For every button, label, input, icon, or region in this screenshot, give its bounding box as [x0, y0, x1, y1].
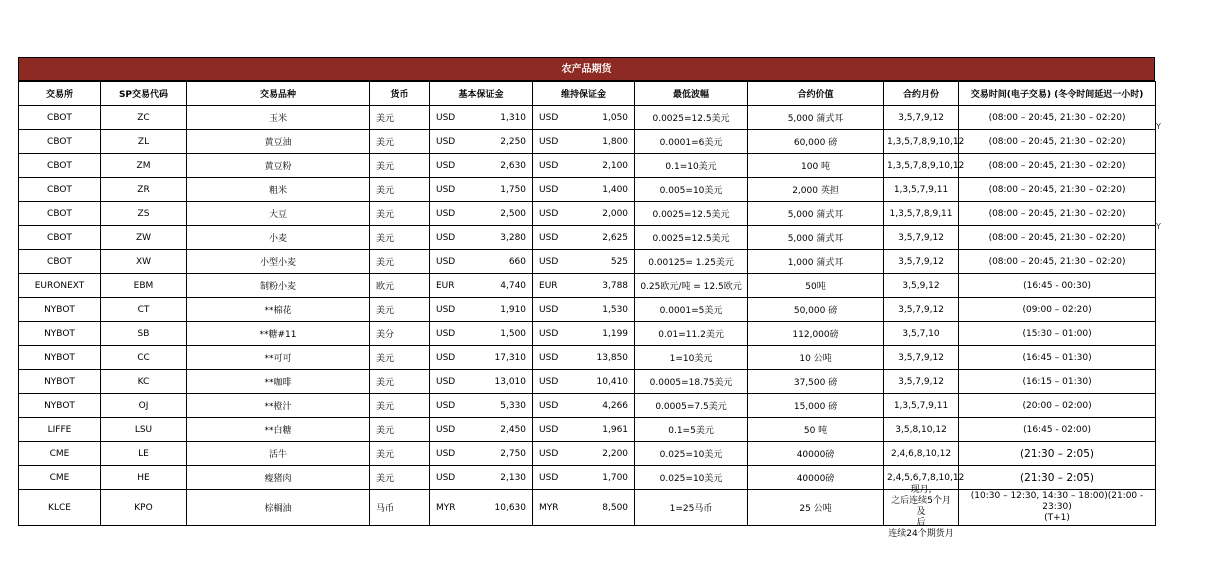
cell-exchange: NYBOT [19, 370, 101, 394]
cell-code: LSU [101, 418, 187, 442]
cell-months: 1,3,5,7,8,9,10,12 [884, 154, 959, 178]
cell-currency: 美元 [370, 106, 430, 130]
cell-hours: (16:45 – 01:30) [959, 346, 1156, 370]
cell-hours [959, 490, 1156, 526]
cell-im-currency: USD [430, 322, 465, 346]
cell-hours: (16:45 - 00:30) [959, 274, 1156, 298]
cell-months: 3,5,7,9,12 [884, 298, 959, 322]
header-trading-hours: 交易时间(电子交易) (冬令时间延迟一小时) [959, 82, 1156, 106]
cell-currency: 欧元 [370, 274, 430, 298]
table-row [19, 274, 1156, 298]
cell-mm-currency: USD [533, 394, 568, 418]
cell-currency: 美元 [370, 346, 430, 370]
cell-product: **白糖 [187, 418, 370, 442]
cell-hours: (09:00 – 02:20) [959, 298, 1156, 322]
cell-tick: 0.0005=18.75美元 [635, 370, 748, 394]
cell-im-value: 10,630 [465, 490, 533, 526]
cell-im-currency: USD [430, 202, 465, 226]
header-contract-value: 合约价值 [748, 82, 884, 106]
cell-code: ZL [101, 130, 187, 154]
cell-im-currency: USD [430, 442, 465, 466]
cell-tick: 0.1=10美元 [635, 154, 748, 178]
header-initial-margin: 基本保证金 [430, 82, 533, 106]
table-row [19, 322, 1156, 346]
cell-mm-value: 4,266 [568, 394, 635, 418]
cell-im-currency: USD [430, 226, 465, 250]
cell-tick: 0.25欧元/吨 = 12.5欧元 [635, 274, 748, 298]
header-maintenance-margin: 维持保证金 [533, 82, 635, 106]
cell-im-currency: USD [430, 250, 465, 274]
cell-exchange: CBOT [19, 130, 101, 154]
cell-exchange: CBOT [19, 106, 101, 130]
cell-code: KC [101, 370, 187, 394]
table-row [19, 154, 1156, 178]
cell-mm-currency: USD [533, 370, 568, 394]
cell-product: 棕榈油 [187, 490, 370, 526]
cell-exchange: CBOT [19, 154, 101, 178]
cell-hours: (08:00 – 20:45, 21:30 – 02:20) [959, 250, 1156, 274]
cell-months: 3,5,7,9,12 [884, 346, 959, 370]
cell-exchange: CBOT [19, 202, 101, 226]
cell-im-currency: USD [430, 298, 465, 322]
cell-product: 粗米 [187, 178, 370, 202]
table-row [19, 178, 1156, 202]
table-row [19, 394, 1156, 418]
cell-product: 瘦猪肉 [187, 466, 370, 490]
cell-tick: 0.025=10美元 [635, 466, 748, 490]
cell-im-currency: USD [430, 130, 465, 154]
cell-hours: (08:00 – 20:45, 21:30 – 02:20) [959, 130, 1156, 154]
cell-months: 3,5,8,10,12 [884, 418, 959, 442]
cell-tick: 0.0001=6美元 [635, 130, 748, 154]
cell-mm-value: 1,961 [568, 418, 635, 442]
cell-contract-value: 50 吨 [748, 418, 884, 442]
cell-mm-value: 1,530 [568, 298, 635, 322]
futures-table [18, 81, 1156, 539]
cell-exchange: EURONEXT [19, 274, 101, 298]
cell-product: **可可 [187, 346, 370, 370]
cell-mm-value: 2,625 [568, 226, 635, 250]
cell-im-value: 1,910 [465, 298, 533, 322]
cell-code: CT [101, 298, 187, 322]
cell-months: 1,3,5,7,9,11 [884, 394, 959, 418]
table-row [19, 250, 1156, 274]
cell-im-value: 2,630 [465, 154, 533, 178]
cell-mm-currency: USD [533, 346, 568, 370]
cell-product: 小麦 [187, 226, 370, 250]
cell-im-currency: USD [430, 106, 465, 130]
cell-im-currency: USD [430, 466, 465, 490]
cell-contract-value: 15,000 磅 [748, 394, 884, 418]
cell-im-value: 2,750 [465, 442, 533, 466]
cell-exchange: CBOT [19, 178, 101, 202]
sheet-title: 农产品期货 [18, 57, 1155, 81]
cell-exchange: LIFFE [19, 418, 101, 442]
cell-code: KPO [101, 490, 187, 526]
cell-currency: 美元 [370, 154, 430, 178]
table-row [19, 346, 1156, 370]
cell-tick: 0.0025=12.5美元 [635, 202, 748, 226]
cell-months: 2,4,6,8,10,12 [884, 442, 959, 466]
table-body [19, 106, 1156, 539]
cell-code: SB [101, 322, 187, 346]
cell-hours: (15:30 – 01:00) [959, 322, 1156, 346]
cell-tick: 0.005=10美元 [635, 178, 748, 202]
futures-sheet [18, 57, 1155, 539]
months-line-1: 现月, [910, 485, 932, 495]
cell-code: XW [101, 250, 187, 274]
cell-contract-value: 40000磅 [748, 466, 884, 490]
cell-product: 玉米 [187, 106, 370, 130]
cell-hours: (20:00 – 02:00) [959, 394, 1156, 418]
cell-tick: 1=10美元 [635, 346, 748, 370]
cell-code: EBM [101, 274, 187, 298]
table-row [19, 442, 1156, 466]
hours-line-2: (T+1) [1044, 513, 1070, 523]
cell-contract-value: 25 公吨 [748, 490, 884, 526]
cell-im-value: 2,450 [465, 418, 533, 442]
cell-im-value: 5,330 [465, 394, 533, 418]
cell-im-currency: USD [430, 394, 465, 418]
cell-mm-currency: MYR [533, 490, 568, 526]
cell-mm-value: 2,200 [568, 442, 635, 466]
cell-exchange: CBOT [19, 226, 101, 250]
cell-mm-value: 3,788 [568, 274, 635, 298]
cell-product: **棉花 [187, 298, 370, 322]
cell-currency: 美元 [370, 226, 430, 250]
cell-currency: 美元 [370, 466, 430, 490]
cell-product: 黄豆粉 [187, 154, 370, 178]
cell-mm-currency: USD [533, 202, 568, 226]
cell-contract-value: 2,000 英担 [748, 178, 884, 202]
cell-contract-value: 60,000 磅 [748, 130, 884, 154]
cell-currency: 美元 [370, 394, 430, 418]
cell-im-value: 2,250 [465, 130, 533, 154]
header-product: 交易品种 [187, 82, 370, 106]
cell-mm-value: 1,800 [568, 130, 635, 154]
table-row [19, 106, 1156, 130]
cell-mm-value: 1,700 [568, 466, 635, 490]
cell-mm-value: 2,000 [568, 202, 635, 226]
cell-exchange: CBOT [19, 250, 101, 274]
cell-mm-currency: USD [533, 106, 568, 130]
cell-hours: (21:30 – 2:05) [959, 466, 1156, 490]
cell-tick: 1=25马币 [635, 490, 748, 526]
cell-im-value: 3,280 [465, 226, 533, 250]
header-exchange: 交易所 [19, 82, 101, 106]
cell-hours: (08:00 – 20:45, 21:30 – 02:20) [959, 202, 1156, 226]
cell-contract-value: 50,000 磅 [748, 298, 884, 322]
cell-contract-value: 37,500 磅 [748, 370, 884, 394]
cell-im-value: 2,130 [465, 466, 533, 490]
cell-exchange: NYBOT [19, 394, 101, 418]
cell-product: 黄豆油 [187, 130, 370, 154]
cell-im-currency: USD [430, 154, 465, 178]
cell-hours: (16:45 - 02:00) [959, 418, 1156, 442]
cell-months: 1,3,5,7,8,9,11 [884, 202, 959, 226]
cell-mm-value: 525 [568, 250, 635, 274]
header-sp-code: SP交易代码 [101, 82, 187, 106]
cell-tick: 0.1=5美元 [635, 418, 748, 442]
cell-im-value: 13,010 [465, 370, 533, 394]
cell-exchange: CME [19, 466, 101, 490]
cell-im-currency: MYR [430, 490, 465, 526]
cell-months: 1,3,5,7,9,11 [884, 178, 959, 202]
cell-mm-currency: EUR [533, 274, 568, 298]
cell-hours: (08:00 – 20:45, 21:30 – 02:20) [959, 154, 1156, 178]
cell-exchange: NYBOT [19, 322, 101, 346]
cell-exchange: NYBOT [19, 298, 101, 322]
cell-months: 3,5,7,10 [884, 322, 959, 346]
cell-months: 3,5,7,9,12 [884, 370, 959, 394]
cell-mm-currency: USD [533, 250, 568, 274]
stray-mark: Y [1156, 122, 1161, 131]
cell-contract-value: 50吨 [748, 274, 884, 298]
cell-im-currency: USD [430, 178, 465, 202]
months-line-2: 之后连续5个月及 [891, 496, 951, 517]
cell-mm-currency: USD [533, 154, 568, 178]
cell-hours: (08:00 – 20:45, 21:30 – 02:20) [959, 178, 1156, 202]
cell-currency: 美元 [370, 442, 430, 466]
table-row [19, 130, 1156, 154]
cell-exchange: NYBOT [19, 346, 101, 370]
cell-contract-value: 10 公吨 [748, 346, 884, 370]
cell-exchange: CME [19, 442, 101, 466]
cell-months [884, 485, 959, 539]
cell-currency: 美元 [370, 418, 430, 442]
cell-im-value: 1,750 [465, 178, 533, 202]
cell-code: ZS [101, 202, 187, 226]
cell-contract-value: 112,000磅 [748, 322, 884, 346]
cell-mm-value: 2,100 [568, 154, 635, 178]
cell-mm-value: 8,500 [568, 490, 635, 526]
cell-currency: 美元 [370, 298, 430, 322]
cell-currency: 马币 [370, 490, 430, 526]
cell-tick: 0.01=11.2美元 [635, 322, 748, 346]
cell-contract-value: 5,000 蒲式耳 [748, 202, 884, 226]
cell-tick: 0.0005=7.5美元 [635, 394, 748, 418]
cell-mm-currency: USD [533, 418, 568, 442]
cell-currency: 美分 [370, 322, 430, 346]
cell-hours: (08:00 – 20:45, 21:30 – 02:20) [959, 106, 1156, 130]
cell-mm-value: 1,050 [568, 106, 635, 130]
cell-im-value: 4,740 [465, 274, 533, 298]
cell-contract-value: 5,000 蒲式耳 [748, 106, 884, 130]
table-row [19, 370, 1156, 394]
cell-im-value: 660 [465, 250, 533, 274]
cell-im-value: 2,500 [465, 202, 533, 226]
cell-code: OJ [101, 394, 187, 418]
cell-mm-value: 1,400 [568, 178, 635, 202]
cell-product: 制粉小麦 [187, 274, 370, 298]
cell-code: CC [101, 346, 187, 370]
cell-mm-value: 1,199 [568, 322, 635, 346]
cell-tick: 0.0025=12.5美元 [635, 106, 748, 130]
cell-hours: (08:00 – 20:45, 21:30 – 02:20) [959, 226, 1156, 250]
cell-tick: 0.0001=5美元 [635, 298, 748, 322]
cell-currency: 美元 [370, 178, 430, 202]
cell-im-value: 1,500 [465, 322, 533, 346]
cell-currency: 美元 [370, 250, 430, 274]
cell-months: 3,5,9,12 [884, 274, 959, 298]
header-tick: 最低波幅 [635, 82, 748, 106]
cell-exchange: KLCE [19, 490, 101, 526]
table-row [19, 298, 1156, 322]
cell-product: 小型小麦 [187, 250, 370, 274]
cell-product: **糖#11 [187, 322, 370, 346]
cell-product: 大豆 [187, 202, 370, 226]
cell-tick: 0.0025=12.5美元 [635, 226, 748, 250]
table-row [19, 490, 1156, 526]
cell-contract-value: 40000磅 [748, 442, 884, 466]
cell-code: HE [101, 466, 187, 490]
cell-code: ZC [101, 106, 187, 130]
header-row [19, 82, 1156, 106]
cell-mm-value: 10,410 [568, 370, 635, 394]
cell-product: **橙汁 [187, 394, 370, 418]
cell-im-value: 17,310 [465, 346, 533, 370]
cell-code: ZM [101, 154, 187, 178]
cell-hours: (16:15 – 01:30) [959, 370, 1156, 394]
cell-product: 活牛 [187, 442, 370, 466]
cell-code: ZR [101, 178, 187, 202]
cell-tick: 0.00125= 1.25美元 [635, 250, 748, 274]
cell-currency: 美元 [370, 370, 430, 394]
cell-contract-value: 100 吨 [748, 154, 884, 178]
cell-months: 1,3,5,7,8,9,10,12 [884, 130, 959, 154]
cell-hours: (21:30 – 2:05) [959, 442, 1156, 466]
cell-im-currency: EUR [430, 274, 465, 298]
months-line-3: 后 [916, 518, 926, 528]
table-row [19, 226, 1156, 250]
cell-months: 3,5,7,9,12 [884, 250, 959, 274]
cell-product: **咖啡 [187, 370, 370, 394]
cell-months: 2,4,5,6,7,8,10,12 [884, 466, 959, 490]
cell-months: 3,5,7,9,12 [884, 226, 959, 250]
cell-currency: 美元 [370, 130, 430, 154]
cell-im-currency: USD [430, 418, 465, 442]
cell-mm-currency: USD [533, 466, 568, 490]
cell-mm-currency: USD [533, 322, 568, 346]
cell-mm-currency: USD [533, 298, 568, 322]
cell-code: LE [101, 442, 187, 466]
cell-mm-currency: USD [533, 130, 568, 154]
cell-currency: 美元 [370, 202, 430, 226]
cell-mm-currency: USD [533, 178, 568, 202]
header-currency: 货币 [370, 82, 430, 106]
cell-code: ZW [101, 226, 187, 250]
stray-mark: Y [1156, 222, 1161, 231]
cell-mm-value: 13,850 [568, 346, 635, 370]
cell-tick: 0.025=10美元 [635, 442, 748, 466]
cell-im-currency: USD [430, 346, 465, 370]
cell-contract-value: 1,000 蒲式耳 [748, 250, 884, 274]
cell-im-value: 1,310 [465, 106, 533, 130]
cell-months: 3,5,7,9,12 [884, 106, 959, 130]
table-row [19, 418, 1156, 442]
table-row [19, 202, 1156, 226]
months-line-4: 连续24个期货月 [888, 529, 954, 539]
table-row [19, 466, 1156, 490]
hours-line-1: (10:30 – 12:30, 14:30 – 18:00)(21:00 - 23:30) [970, 491, 1144, 512]
cell-im-currency: USD [430, 370, 465, 394]
cell-mm-currency: USD [533, 442, 568, 466]
cell-contract-value: 5,000 蒲式耳 [748, 226, 884, 250]
cell-mm-currency: USD [533, 226, 568, 250]
header-contract-months: 合约月份 [884, 82, 959, 106]
